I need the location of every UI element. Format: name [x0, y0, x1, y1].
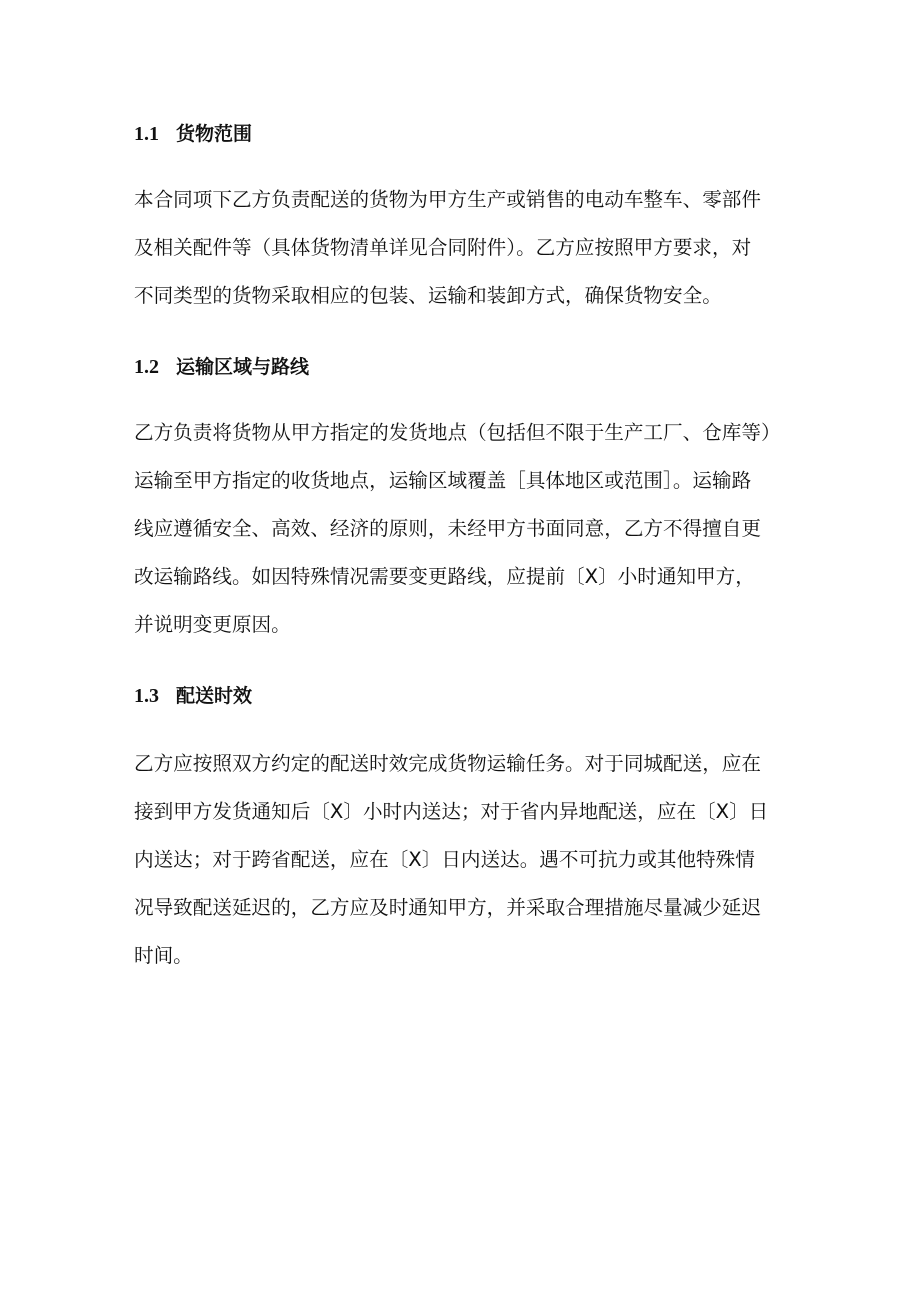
paragraph-line: 改运输路线。如因特殊情况需要变更路线，应提前〔X〕小时通知甲方，	[134, 565, 755, 588]
paragraph-line: 乙方应按照双方约定的配送时效完成货物运输任务。对于同城配送，应在	[134, 752, 761, 775]
paragraph-line: 运输至甲方指定的收货地点，运输区域覆盖［具体地区或范围］。运输路	[134, 469, 752, 492]
section-number: 1.3	[134, 685, 159, 707]
section-heading	[134, 351, 309, 381]
section-title: 运输区域与路线	[176, 356, 310, 378]
section-paragraph	[134, 740, 794, 980]
section-paragraph	[134, 176, 794, 320]
paragraph-line: 本合同项下乙方负责配送的货物为甲方生产或销售的电动车整车、零部件	[134, 188, 761, 211]
section-number: 1.2	[134, 356, 159, 378]
section-title: 货物范围	[176, 123, 253, 145]
paragraph-line: 线应遵循安全、高效、经济的原则，未经甲方书面同意，乙方不得擅自更	[134, 517, 761, 540]
paragraph-line: 况导致配送延迟的，乙方应及时通知甲方，并采取合理措施尽量减少延迟	[134, 896, 761, 919]
paragraph-line: 时间。	[134, 944, 193, 967]
paragraph-line: 接到甲方发货通知后〔X〕小时内送达；对于省内异地配送，应在〔X〕日	[134, 800, 769, 823]
section-title: 配送时效	[176, 685, 253, 707]
paragraph-line: 不同类型的货物采取相应的包装、运输和装卸方式，确保货物安全。	[134, 284, 722, 307]
section-paragraph	[134, 409, 794, 649]
paragraph-line: 并说明变更原因。	[134, 613, 291, 636]
section-heading	[134, 680, 252, 710]
section-number: 1.1	[134, 123, 159, 145]
paragraph-line: 乙方负责将货物从甲方指定的发货地点（包括但不限于生产工厂、仓库等）	[134, 421, 781, 444]
paragraph-line: 及相关配件等（具体货物清单详见合同附件）。乙方应按照甲方要求，对	[134, 236, 752, 259]
paragraph-line: 内送达；对于跨省配送，应在〔X〕日内送达。遇不可抗力或其他特殊情	[134, 848, 755, 871]
section-heading	[134, 118, 252, 148]
